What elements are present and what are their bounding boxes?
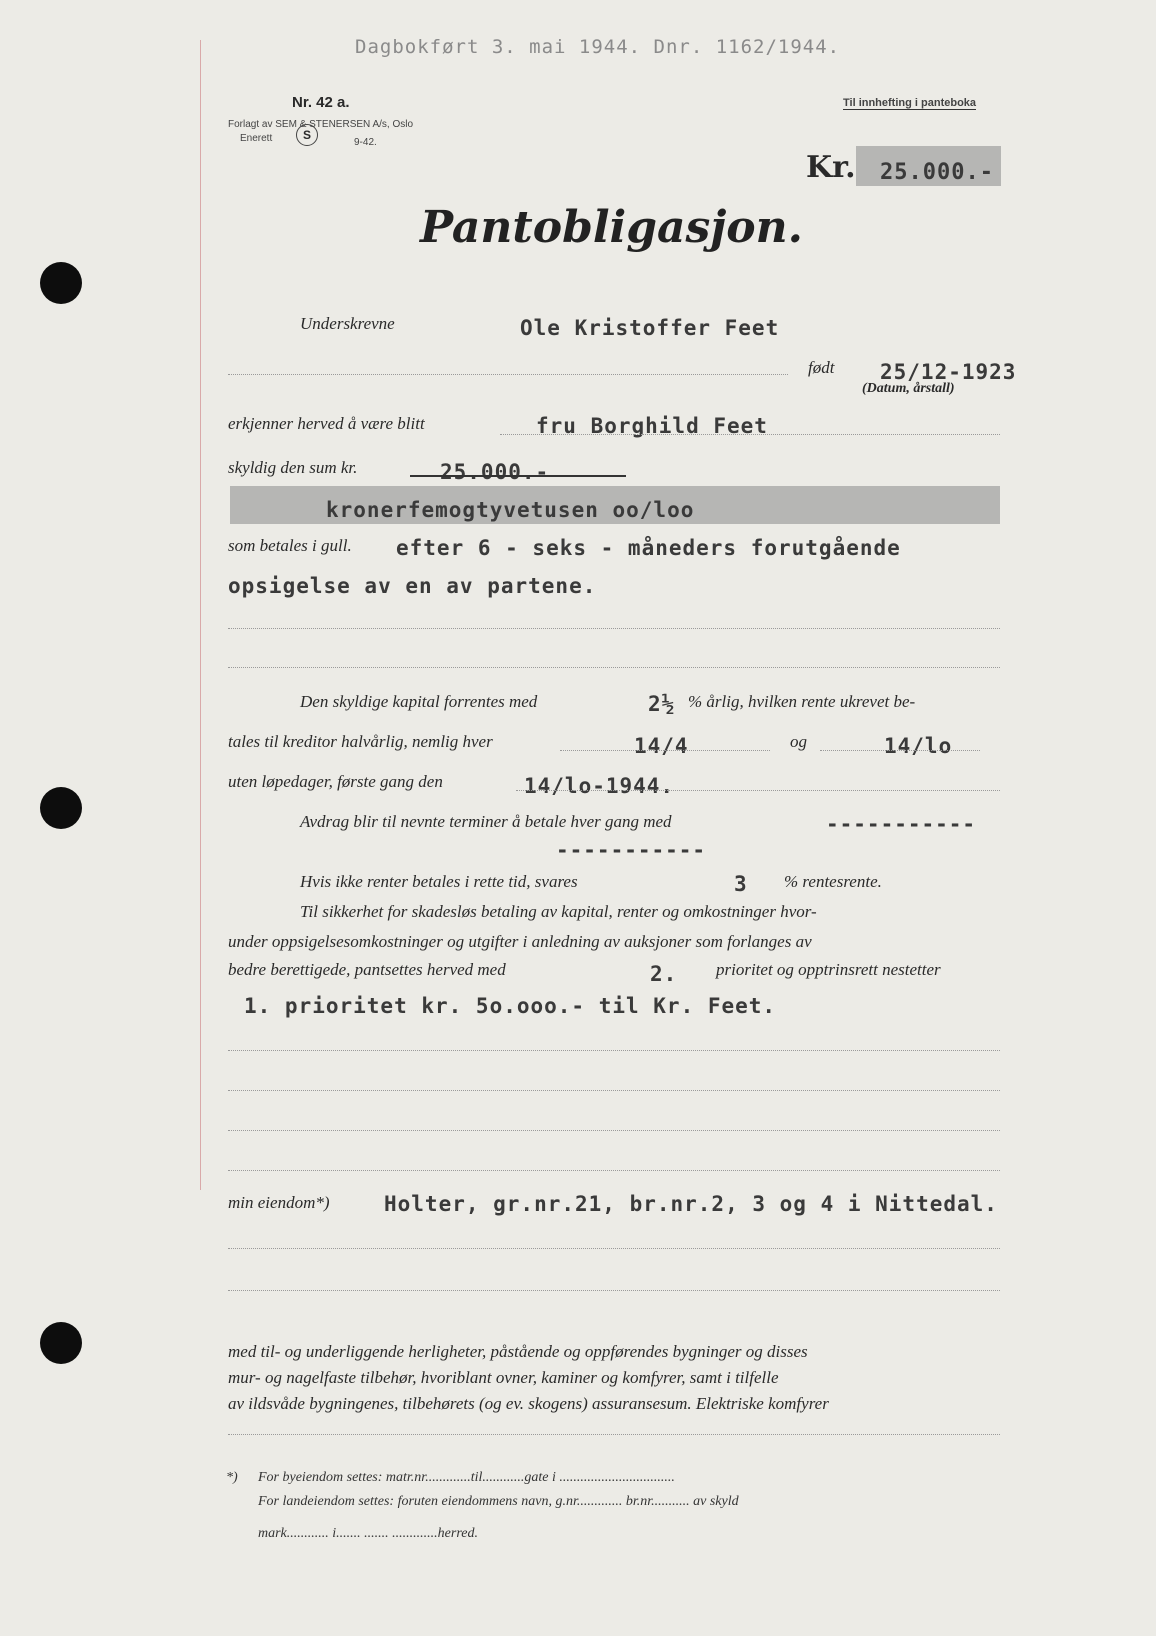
penalty-label-end: % rentesrente.: [784, 872, 882, 891]
punch-hole-bottom: [40, 1322, 82, 1364]
and-label: og: [790, 732, 807, 751]
security-text-3b: prioritet og opptrinsrett nestetter: [716, 960, 941, 979]
undersigned-label: Underskrevne: [300, 314, 395, 333]
interest-label-start: Den skyldige kapital forrentes med: [300, 692, 538, 711]
dotted-line: [500, 434, 1000, 435]
dotted-line: [228, 374, 788, 375]
sum-label: skyldig den sum kr.: [228, 458, 358, 477]
publisher-logo: S: [296, 124, 318, 146]
dotted-line: [516, 790, 1000, 791]
publisher-enerett: Enerett: [240, 133, 273, 144]
born-label: født: [808, 358, 835, 377]
dotted-line: [228, 1434, 1000, 1435]
priority-value: 2.: [650, 962, 678, 986]
born-date: 25/12-1923: [880, 360, 1017, 384]
creditor-name: fru Borghild Feet: [536, 414, 768, 438]
amount-label: Kr.: [806, 150, 856, 185]
dotted-line: [228, 1130, 1000, 1131]
rights-text-1: med til- og underliggende herligheter, påstående og oppførendes bygninger og disses: [228, 1342, 808, 1361]
halfyear-date-1: 14/4: [634, 734, 689, 758]
corner-note: Til innhefting i panteboka: [843, 97, 977, 109]
creditor-label: erkjenner herved å være blitt: [228, 414, 425, 433]
security-text-2: under oppsigelsesomkostninger og utgifter i anledning av auksjoner som forlanges av: [228, 932, 812, 951]
sum-words: kronerfemogtyvetusen oo/loo: [326, 498, 695, 522]
payment-terms-line2: opsigelse av en av partene.: [228, 574, 597, 598]
dotted-line: [228, 667, 1000, 668]
footnote-line-1: For byeiendom settes: matr.nr.............til............gate i .................................: [258, 1470, 675, 1485]
document-title: Pantobligasjon.: [420, 202, 803, 253]
dotted-line: [228, 1170, 1000, 1171]
property-value: Holter, gr.nr.21, br.nr.2, 3 og 4 i Nittedal.: [384, 1192, 998, 1216]
footnote-line-2: For landeiendom settes: foruten eiendommens navn, g.nr............. br.nr........... av skyld: [258, 1494, 739, 1509]
dotted-line: [228, 1050, 1000, 1051]
interest-rate: 2½: [648, 692, 676, 716]
born-hint: (Datum, årstall): [862, 381, 955, 396]
first-payment-label: uten løpedager, første gang den: [228, 772, 443, 791]
rights-text-2: mur- og nagelfaste tilbehør, hvoriblant ovner, kaminer og komfyrer, samt i tilfelle: [228, 1368, 779, 1387]
footnote-marker: *): [226, 1470, 238, 1485]
halfyear-date-2: 14/lo: [884, 734, 953, 758]
rights-text-3: av ildsvåde bygningenes, tilbehørets (og ev. skogens) assuransesum. Elektriske komfyrer: [228, 1394, 829, 1413]
payment-terms-line1: efter 6 - seks - måneders forutgående: [396, 536, 901, 560]
first-payment-date: 14/lo-1944.: [524, 774, 675, 798]
halfyear-label: tales til kreditor halvårlig, nemlig hver: [228, 732, 493, 751]
dotted-line: [820, 750, 980, 751]
security-text-3a: bedre berettigede, pantsettes herved med: [228, 960, 506, 979]
priority-note: 1. prioritet kr. 5o.ooo.- til Kr. Feet.: [244, 994, 777, 1018]
publisher-line: Forlagt av SEM & STENERSEN A/s, Oslo: [228, 119, 414, 130]
registration-stamp: Dagbokført 3. mai 1944. Dnr. 1162/1944.: [355, 36, 841, 58]
margin-rule: [200, 40, 201, 1190]
installment-value-continued: -----------: [556, 838, 707, 862]
punch-hole-middle: [40, 787, 82, 829]
dotted-line: [228, 628, 1000, 629]
penalty-label-start: Hvis ikke renter betales i rette tid, svares: [300, 872, 578, 891]
property-label: min eiendom*): [228, 1193, 330, 1212]
dotted-line: [228, 1090, 1000, 1091]
payment-label: som betales i gull.: [228, 536, 352, 555]
sum-underline: [410, 475, 626, 477]
installment-value: -----------: [826, 812, 977, 836]
dotted-line: [228, 1248, 1000, 1249]
dotted-line: [228, 1290, 1000, 1291]
penalty-rate: 3: [734, 872, 748, 896]
dotted-line: [560, 750, 770, 751]
form-number: Nr. 42 a.: [292, 94, 350, 111]
punch-hole-top: [40, 262, 82, 304]
installment-label: Avdrag blir til nevnte terminer å betale hver gang med: [300, 812, 672, 831]
sum-value: 25.000.-: [440, 460, 550, 484]
publisher-date: 9-42.: [354, 137, 377, 148]
footnote-line-3: mark............ i....... ....... .............herred.: [258, 1526, 478, 1541]
undersigned-name: Ole Kristoffer Feet: [520, 316, 780, 340]
interest-label-end: % årlig, hvilken rente ukrevet be-: [688, 692, 916, 711]
amount-value: 25.000.-: [880, 160, 994, 185]
security-text-1: Til sikkerhet for skadesløs betaling av kapital, renter og omkostninger hvor-: [300, 902, 817, 921]
